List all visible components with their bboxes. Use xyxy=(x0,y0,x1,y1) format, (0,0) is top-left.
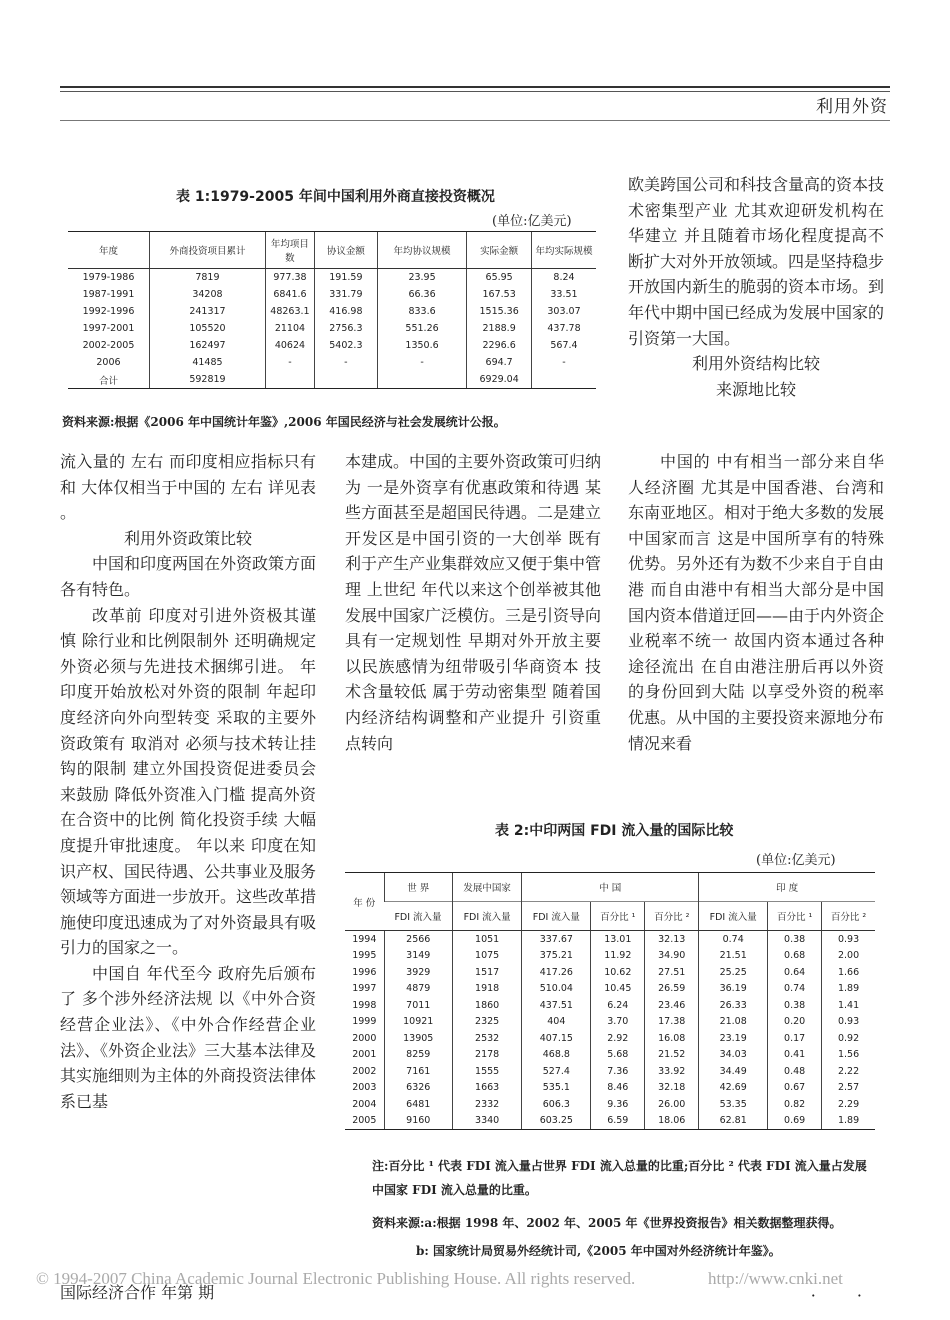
table-cell: 10.62 xyxy=(591,964,645,981)
table-cell: 833.6 xyxy=(377,303,466,320)
table-cell: 437.51 xyxy=(522,997,591,1014)
table-cell: 9160 xyxy=(384,1113,452,1130)
table-cell: 8.46 xyxy=(591,1080,645,1097)
table2-subheader: 百分比 ¹ xyxy=(591,902,645,931)
table-cell: 16.08 xyxy=(645,1030,699,1047)
table1-unit: (单位:亿美元) xyxy=(492,214,572,229)
table-row xyxy=(345,1030,875,1047)
table-cell: 0.20 xyxy=(768,1014,822,1031)
table-cell: 977.38 xyxy=(265,269,314,287)
table-cell: 510.04 xyxy=(522,981,591,998)
table-cell: 40624 xyxy=(265,337,314,354)
table2-subheader: 百分比 ² xyxy=(645,902,699,931)
table2 xyxy=(345,872,875,1130)
table-cell: 10.45 xyxy=(591,981,645,998)
paragraph: 本建成。中国的主要外资政策可归纳为 一是外资享有优惠政策和待遇 某些方面甚至是超国民待遇。二是建立开发区是中国引资的一大创举 既有利于产生产业集群效应又便于集中管理 上世纪 年代以来这个创举被其他发展中国家广泛模仿。三是引资导向具有一定规划性 早期对外开放主要以民族感情为纽带吸引华商资本 技术含量较低 属于劳动密集型 随着国内经济结构调整和产业提升 引资重点转向 xyxy=(345,452,602,753)
table2-col-header: 发展中国家 xyxy=(452,873,521,902)
table1-col-header: 外商投资项目累计 xyxy=(149,232,265,269)
table-cell: 0.17 xyxy=(768,1030,822,1047)
table-cell: 7011 xyxy=(384,997,452,1014)
table-cell: 25.25 xyxy=(699,964,768,981)
paragraph: 中国和印度两国在外资政策方面各有特色。 xyxy=(60,554,317,599)
table-cell: 1995 xyxy=(352,950,377,962)
table-cell: 5.68 xyxy=(591,1047,645,1064)
table-cell: 337.67 xyxy=(522,931,591,948)
table-cell: 21.51 xyxy=(699,948,768,965)
table1-col-header: 年均实际规模 xyxy=(532,232,597,269)
table2-subheader: FDI 流入量 xyxy=(699,902,768,931)
table-cell: 468.8 xyxy=(522,1047,591,1064)
table-row xyxy=(68,320,596,337)
table-cell: 407.15 xyxy=(522,1030,591,1047)
table-cell: 26.33 xyxy=(699,997,768,1014)
table-cell xyxy=(265,371,314,389)
table-row xyxy=(68,286,596,303)
table2-subheader: 百分比 ¹ xyxy=(768,902,822,931)
table2-col-header: 中 国 xyxy=(522,873,699,902)
section-heading: 利用外资政策比较 xyxy=(123,528,252,548)
table-cell: 26.59 xyxy=(645,981,699,998)
table2-subheader: FDI 流入量 xyxy=(452,902,521,931)
table-cell xyxy=(314,371,377,389)
table-cell: - xyxy=(314,354,377,371)
table-cell: 9.36 xyxy=(591,1096,645,1113)
table-row-total xyxy=(68,371,596,389)
table1-source: 资料来源:根据《2006 年中国统计年鉴》,2006 年国民经济与社会发展统计公报。 xyxy=(62,415,506,429)
table-cell: 191.59 xyxy=(314,269,377,287)
table-cell xyxy=(377,371,466,389)
table-cell: 0.69 xyxy=(768,1113,822,1130)
table-cell: 34.03 xyxy=(699,1047,768,1064)
table-cell: 2002 xyxy=(352,1065,377,1077)
table-cell: 10921 xyxy=(384,1014,452,1031)
table-cell: 694.7 xyxy=(467,354,532,371)
table-cell: 1.41 xyxy=(822,997,875,1014)
table-cell: 1075 xyxy=(452,948,521,965)
header-rule xyxy=(60,86,890,88)
table-cell: 1997 xyxy=(352,983,377,995)
table2-col-header: 世 界 xyxy=(384,873,452,902)
table-cell: 6.24 xyxy=(591,997,645,1014)
table-cell: 0.38 xyxy=(768,931,822,948)
table-cell: 527.4 xyxy=(522,1063,591,1080)
table-row xyxy=(345,964,875,981)
table-cell: 0.93 xyxy=(822,1014,875,1031)
table2-col-header: 印 度 xyxy=(699,873,875,902)
table-cell: 6.59 xyxy=(591,1113,645,1130)
table-cell: 2178 xyxy=(452,1047,521,1064)
table-cell: 21104 xyxy=(265,320,314,337)
table-row xyxy=(345,1080,875,1097)
table-cell: 0.82 xyxy=(768,1096,822,1113)
table2-source-a: 资料来源:a:根据 1998 年、2002 年、2005 年《世界投资报告》相关数据整理获得。 xyxy=(372,1216,842,1230)
table-cell: 535.1 xyxy=(522,1080,591,1097)
table2-source-b: b: 国家统计局贸易外经统计司,《2005 年中国对外经济统计年鉴》。 xyxy=(416,1244,781,1258)
table-cell: 4879 xyxy=(384,981,452,998)
table-cell: 7161 xyxy=(384,1063,452,1080)
subsection-heading: 来源地比较 xyxy=(715,379,796,399)
table-cell: 3149 xyxy=(384,948,452,965)
table1-col-header: 年均协议规模 xyxy=(377,232,466,269)
table-cell: 23.46 xyxy=(645,997,699,1014)
table-cell: 1979-1986 xyxy=(82,272,135,283)
table-cell: 13905 xyxy=(384,1030,452,1047)
paragraph: 改革前 印度对引进外资极其谨慎 除行业和比例限制外 还明确规定外资必须与先进技术捆绑引进。 年印度开始放松对外资的限制 年起印度经济向外向型转变 采取的主要外资政策有 取消对 必须与技术转让挂钩的限制 建立外国投资促进委员会来鼓励 降低外资准入门槛 提高外资在合资中的比例 简化投资手续 大幅度提升审批速度。 年以来 印度在知识产权、国民待遇、公共事业及服务领域等方面进一步放开。这些改革措施使印度迅速成为了对外资最具有吸引力的国家之一。 xyxy=(60,605,317,958)
table-cell: 1663 xyxy=(452,1080,521,1097)
table-cell: 36.19 xyxy=(699,981,768,998)
text-column-left xyxy=(60,449,316,1114)
table1-title: 表 1:1979-2005 年间中国利用外商直接投资概况 xyxy=(176,189,495,205)
table-cell: 2004 xyxy=(352,1098,377,1110)
text-column-middle xyxy=(345,449,601,756)
table-cell: 0.48 xyxy=(768,1063,822,1080)
table-cell: 7.36 xyxy=(591,1063,645,1080)
table-cell: 2002-2005 xyxy=(82,340,135,351)
table-cell: - xyxy=(265,354,314,371)
table-cell: 1992-1996 xyxy=(82,306,135,317)
table-cell: 41485 xyxy=(149,354,265,371)
paragraph: 欧美跨国公司和科技含量高的资本技术密集型产业 尤其欢迎研发机构在华建立 并且随着市场化程度提高不断扩大对外开放领域。四是坚持稳步开放国内新生的脆弱的资本市场。到 年代中期中国已经成为发展中国家的引资第一大国。 xyxy=(628,175,885,348)
table-cell: 1051 xyxy=(452,931,521,948)
table-cell: 1918 xyxy=(452,981,521,998)
table2-subheader: FDI 流入量 xyxy=(384,902,452,931)
table2-subheader: 百分比 ² xyxy=(822,902,875,931)
table-row xyxy=(345,948,875,965)
table1-col-header: 年度 xyxy=(68,232,149,269)
table-cell: 23.95 xyxy=(377,269,466,287)
table-cell: 合计 xyxy=(68,371,149,389)
table-cell: 1350.6 xyxy=(377,337,466,354)
table-cell: 5402.3 xyxy=(314,337,377,354)
table-cell: 53.35 xyxy=(699,1096,768,1113)
table-cell: 1994 xyxy=(352,933,377,945)
table-row xyxy=(345,997,875,1014)
table-cell: 1998 xyxy=(352,999,377,1011)
table-cell: 33.92 xyxy=(645,1063,699,1080)
table-cell: 42.69 xyxy=(699,1080,768,1097)
table-row xyxy=(345,1063,875,1080)
table-cell: 1.89 xyxy=(822,1113,875,1130)
table-cell: 303.07 xyxy=(532,303,597,320)
table-cell: 241317 xyxy=(149,303,265,320)
table-cell: 375.21 xyxy=(522,948,591,965)
table-cell: 6481 xyxy=(384,1096,452,1113)
table-cell: 2188.9 xyxy=(467,320,532,337)
table-cell: 6929.04 xyxy=(467,371,532,389)
table-cell: 603.25 xyxy=(522,1113,591,1130)
table-cell: 2566 xyxy=(384,931,452,948)
table-cell: 2.57 xyxy=(822,1080,875,1097)
table-cell: 417.26 xyxy=(522,964,591,981)
copyright-notice: © 1994-2007 China Academic Journal Electronic Publishing House. All rights reserved. xyxy=(36,1269,636,1288)
table-cell: 2325 xyxy=(452,1014,521,1031)
table-cell: 2000 xyxy=(352,1032,377,1044)
table-cell: 34.49 xyxy=(699,1063,768,1080)
table-cell: 162497 xyxy=(149,337,265,354)
table-cell: 551.26 xyxy=(377,320,466,337)
table2-col-header: 年 份 xyxy=(345,873,384,931)
table-cell: 567.4 xyxy=(532,337,597,354)
table-cell: 8259 xyxy=(384,1047,452,1064)
table-cell: 2005 xyxy=(345,1113,384,1130)
cnki-link[interactable]: http://www.cnki.net xyxy=(708,1269,843,1288)
section-heading: 利用外资结构比较 xyxy=(691,354,820,374)
table-cell: 0.64 xyxy=(768,964,822,981)
table-cell: 34208 xyxy=(149,286,265,303)
table1-col-header: 年均项目数 xyxy=(265,232,314,269)
table-cell: 2006 xyxy=(96,357,121,368)
table-cell: 606.3 xyxy=(522,1096,591,1113)
table1 xyxy=(68,231,596,389)
table-cell: 1860 xyxy=(452,997,521,1014)
table-cell: 2332 xyxy=(452,1096,521,1113)
table-cell: 331.79 xyxy=(314,286,377,303)
table-row xyxy=(345,1113,875,1130)
table-cell: 3340 xyxy=(452,1113,521,1130)
table-cell: 0.92 xyxy=(822,1030,875,1047)
table-cell: 1997-2001 xyxy=(82,323,135,334)
table-cell: - xyxy=(532,354,597,371)
table-cell: 2296.6 xyxy=(467,337,532,354)
table-row xyxy=(345,1096,875,1113)
table-cell: 66.36 xyxy=(377,286,466,303)
table-cell: 1515.36 xyxy=(467,303,532,320)
table-cell: 1987-1991 xyxy=(82,289,135,300)
table1-col-header: 实际金额 xyxy=(467,232,532,269)
table-row xyxy=(68,354,596,371)
table-cell: 437.78 xyxy=(532,320,597,337)
table-cell: 32.18 xyxy=(645,1080,699,1097)
table-row xyxy=(68,269,596,287)
table-cell: 1999 xyxy=(352,1016,377,1028)
table-cell: 8.24 xyxy=(532,269,597,287)
paragraph: 流入量的 左右 而印度相应指标只有 和 大体仅相当于中国的 左右 详见表 。 xyxy=(60,452,316,523)
table-cell: 62.81 xyxy=(699,1113,768,1130)
table-cell: 1555 xyxy=(452,1063,521,1080)
table-cell xyxy=(532,371,597,389)
table-cell: 23.19 xyxy=(699,1030,768,1047)
header-rule-thin xyxy=(60,91,890,92)
table-cell: 2756.3 xyxy=(314,320,377,337)
table-row xyxy=(345,931,875,948)
paragraph: 中国的 中有相当一部分来自华人经济圈 尤其是中国香港、台湾和东南亚地区。相对于绝大多数的发展中国家而言 这是中国所享有的特殊优势。另外还有为数不少来自于自由港 而自由港中有相当大部分是中国国内资本借道迂回——由于内外资企业税率不统一 故国内资本通过各种途径流出 在自由港注册后再以外资的身份回到大陆 以享受外资的税率优惠。从中国的主要投资来源地分布情况来看 xyxy=(628,452,885,753)
table-cell: 404 xyxy=(522,1014,591,1031)
table-cell: 18.06 xyxy=(645,1113,699,1130)
table-cell: 27.51 xyxy=(645,964,699,981)
table-cell: 34.90 xyxy=(645,948,699,965)
table-cell: 0.38 xyxy=(768,997,822,1014)
table-cell: 26.00 xyxy=(645,1096,699,1113)
table-row xyxy=(345,1047,875,1064)
text-column-right-top xyxy=(628,172,884,402)
table-cell: 416.98 xyxy=(314,303,377,320)
table-cell: 592819 xyxy=(149,371,265,389)
table-cell: 6326 xyxy=(384,1080,452,1097)
table-cell: 3929 xyxy=(384,964,452,981)
section-label: 利用外资 xyxy=(816,97,888,117)
table-cell: 17.38 xyxy=(645,1014,699,1031)
table-cell: 48263.1 xyxy=(265,303,314,320)
table-cell: 2.00 xyxy=(822,948,875,965)
text-column-right-bottom xyxy=(628,449,884,756)
table-cell: 0.74 xyxy=(768,981,822,998)
table-cell: 21.52 xyxy=(645,1047,699,1064)
page-dots: · · xyxy=(810,1286,880,1305)
table-row xyxy=(68,337,596,354)
header-underline xyxy=(60,120,890,121)
table-cell: 2532 xyxy=(452,1030,521,1047)
table-cell: 105520 xyxy=(149,320,265,337)
table-cell: 1.56 xyxy=(822,1047,875,1064)
table-cell: 65.95 xyxy=(467,269,532,287)
table-cell: 11.92 xyxy=(591,948,645,965)
table-cell: 2.29 xyxy=(822,1096,875,1113)
table-cell: 21.08 xyxy=(699,1014,768,1031)
table-cell: 1.66 xyxy=(822,964,875,981)
table-cell: 0.74 xyxy=(699,931,768,948)
table-cell: 13.01 xyxy=(591,931,645,948)
table-cell: 32.13 xyxy=(645,931,699,948)
table-cell: - xyxy=(377,354,466,371)
table-cell: 0.67 xyxy=(768,1080,822,1097)
table-cell: 2003 xyxy=(352,1082,377,1094)
table-cell: 0.93 xyxy=(822,931,875,948)
paragraph: 中国自 年代至今 政府先后颁布了 多个涉外经济法规 以《中外合资经营企业法》、《中外合作经营企业法》、《外资企业法》三大基本法律及其实施细则为主体的外商投资法律体系已基 xyxy=(60,963,317,1111)
table-cell: 7819 xyxy=(149,269,265,287)
journal-footer: 国际经济合作 年第 期 xyxy=(60,1283,215,1302)
table-cell: 1517 xyxy=(452,964,521,981)
table-cell: 3.70 xyxy=(591,1014,645,1031)
table2-subheader: FDI 流入量 xyxy=(522,902,591,931)
table-cell: 6841.6 xyxy=(265,286,314,303)
table-cell: 33.51 xyxy=(532,286,597,303)
table-cell: 0.68 xyxy=(768,948,822,965)
table-row xyxy=(345,981,875,998)
table-cell: 2.92 xyxy=(591,1030,645,1047)
table-cell: 2001 xyxy=(352,1049,377,1061)
table-cell: 167.53 xyxy=(467,286,532,303)
table-cell: 0.41 xyxy=(768,1047,822,1064)
table1-col-header: 协议金额 xyxy=(314,232,377,269)
table2-note: 注:百分比 ¹ 代表 FDI 流入量占世界 FDI 流入总量的比重;百分比 ² 代表 FDI 流入量占发展中国家 FDI 流入总量的比重。 xyxy=(372,1159,867,1197)
table2-title: 表 2:中印两国 FDI 流入量的国际比较 xyxy=(495,823,734,839)
table-cell: 1996 xyxy=(352,966,377,978)
table2-unit: (单位:亿美元) xyxy=(756,853,836,868)
table-cell: 1.89 xyxy=(822,981,875,998)
table-row xyxy=(345,1014,875,1031)
table-cell: 2.22 xyxy=(822,1063,875,1080)
table-row xyxy=(68,303,596,320)
